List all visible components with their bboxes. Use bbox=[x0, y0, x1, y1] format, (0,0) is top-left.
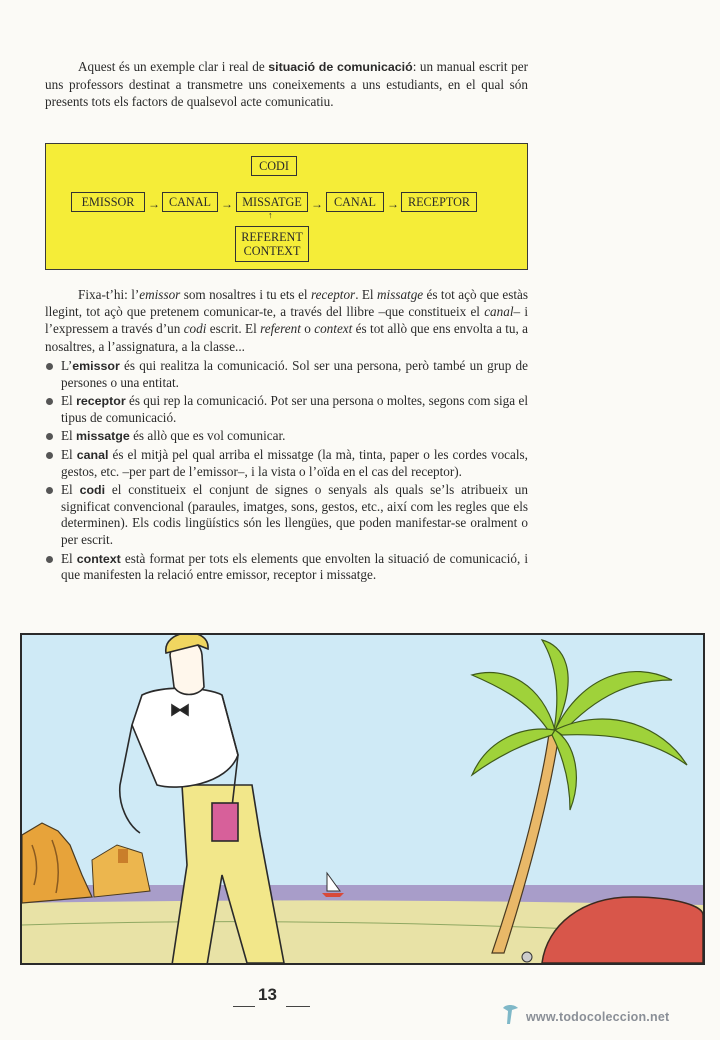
bullet-term: receptor bbox=[76, 394, 126, 409]
explanation-paragraph bbox=[45, 286, 528, 355]
list-item bbox=[45, 551, 528, 584]
arrow-3: → bbox=[311, 197, 323, 211]
arrow-1: → bbox=[148, 197, 160, 211]
fixa-text-7: o bbox=[300, 321, 315, 337]
watermark-text: www.todocoleccion.net bbox=[526, 1010, 670, 1024]
fixa-text-3: . El bbox=[355, 287, 377, 302]
emissor-box: EMISSOR bbox=[71, 192, 145, 212]
bullet-icon bbox=[46, 433, 53, 440]
bullet-pre: L’ bbox=[61, 358, 73, 373]
communication-diagram bbox=[45, 143, 528, 270]
bullet-pre: El bbox=[61, 550, 77, 566]
bullet-term: emissor bbox=[72, 359, 120, 373]
intro-paragraph bbox=[45, 58, 528, 111]
referent-context-box bbox=[235, 226, 309, 262]
bullet-term: codi bbox=[79, 483, 106, 498]
bullet-icon bbox=[46, 452, 53, 459]
fixa-italic-context: context bbox=[314, 321, 353, 337]
fixa-italic-emissor: emissor bbox=[139, 287, 181, 302]
fixa-text-4: és tot açò que estàs llegint, tot açò que pretenem comunicar-te, a través del llibre –que constitueix el bbox=[45, 287, 528, 320]
bullet-pre: El bbox=[61, 428, 77, 444]
fixa-text-6: escrit. El bbox=[206, 321, 261, 337]
bullet-text: és qui rep la comunicació. Pot ser una persona o moltes, segons com siga el tipus de comunicació. bbox=[61, 393, 528, 425]
fixa-italic-canal: canal bbox=[484, 304, 514, 320]
bullet-term: missatge bbox=[76, 429, 130, 444]
codi-box: CODI bbox=[251, 156, 297, 176]
list-item bbox=[45, 482, 528, 548]
fixa-italic-missatge: missatge bbox=[377, 287, 424, 302]
bullet-term: canal bbox=[76, 447, 109, 462]
context-label: CONTEXT bbox=[243, 244, 301, 258]
bullet-text: el constitueix el conjunt de signes o senyals als quals se’ls atribueix un significat convencional (paraules, imatges, sons, gestos, etc., així com les regles que els determinen). Els codis lingüístics són les llengües, que poden manifestar-se oralment o per escrit. bbox=[61, 482, 528, 547]
bullet-icon bbox=[46, 487, 53, 494]
bullet-text: és allò que es vol comunicar. bbox=[129, 428, 286, 444]
bullet-icon bbox=[46, 363, 53, 370]
page-number: 13 bbox=[258, 985, 277, 1004]
canal-box-1: CANAL bbox=[162, 192, 218, 212]
bullet-pre: El bbox=[61, 482, 80, 498]
fixa-text-5: – i l’expressem a través d’un bbox=[45, 304, 529, 337]
up-arrow: ↑ bbox=[268, 210, 273, 220]
intro-text-a: Aquest és un exemple clar i real de bbox=[78, 59, 269, 74]
arrow-2: → bbox=[221, 197, 233, 211]
beach-scene-icon bbox=[22, 635, 703, 963]
list-item bbox=[45, 393, 528, 426]
fixa-text-2: som nosaltres i tu ets el bbox=[180, 287, 311, 302]
fixa-italic-codi: codi bbox=[183, 321, 207, 337]
bullet-text: és qui realitza la comunicació. Sol ser una persona, però també un grup de persones o una entitat. bbox=[61, 358, 528, 390]
fixa-italic-referent: referent bbox=[260, 321, 301, 337]
list-item bbox=[45, 428, 528, 445]
arrow-4: → bbox=[387, 197, 399, 211]
beach-illustration bbox=[20, 633, 705, 965]
list-item bbox=[45, 447, 528, 480]
bullet-text: està format per tots els elements que envolten la situació de comunicació, i que manifesten la relació entre emissor, receptor i missatge. bbox=[61, 550, 528, 583]
list-item bbox=[45, 358, 528, 391]
intro-bold: situació de comunicació bbox=[268, 60, 413, 74]
page-number-line-left bbox=[233, 1006, 255, 1007]
todocoleccion-logo-icon bbox=[500, 1002, 522, 1026]
fixa-text-1: Fixa-t’hi: l’ bbox=[78, 287, 140, 302]
canal-box-2: CANAL bbox=[326, 192, 384, 212]
fixa-italic-receptor: receptor bbox=[311, 287, 356, 302]
missatge-box: MISSATGE bbox=[236, 192, 308, 212]
bullet-pre: El bbox=[61, 446, 77, 462]
receptor-box: RECEPTOR bbox=[401, 192, 477, 212]
bullet-icon bbox=[46, 398, 53, 405]
bullet-pre: El bbox=[61, 393, 77, 409]
bullet-icon bbox=[46, 556, 53, 563]
referent-label: REFERENT bbox=[241, 230, 303, 244]
fixa-text-8: és tot allò que ens envolta a tu, a nosaltres, a l’assignatura, a la classe... bbox=[45, 321, 529, 354]
bullet-term: context bbox=[76, 551, 121, 566]
definitions-list bbox=[45, 358, 528, 586]
page-number-line-right bbox=[286, 1006, 310, 1007]
intro-text-b: : un manual escrit per uns professors destinat a transmetre uns coneixements a uns estudiants, en el qual són presents tots els factors de qualsevol acte comunicatiu. bbox=[45, 59, 528, 110]
bullet-text: és el mitjà pel qual arriba el missatge (la mà, tinta, paper o les cordes vocals, gestos, etc. –per part de l’emissor–, i la vista o l’oïda en el cas del receptor). bbox=[61, 446, 528, 479]
